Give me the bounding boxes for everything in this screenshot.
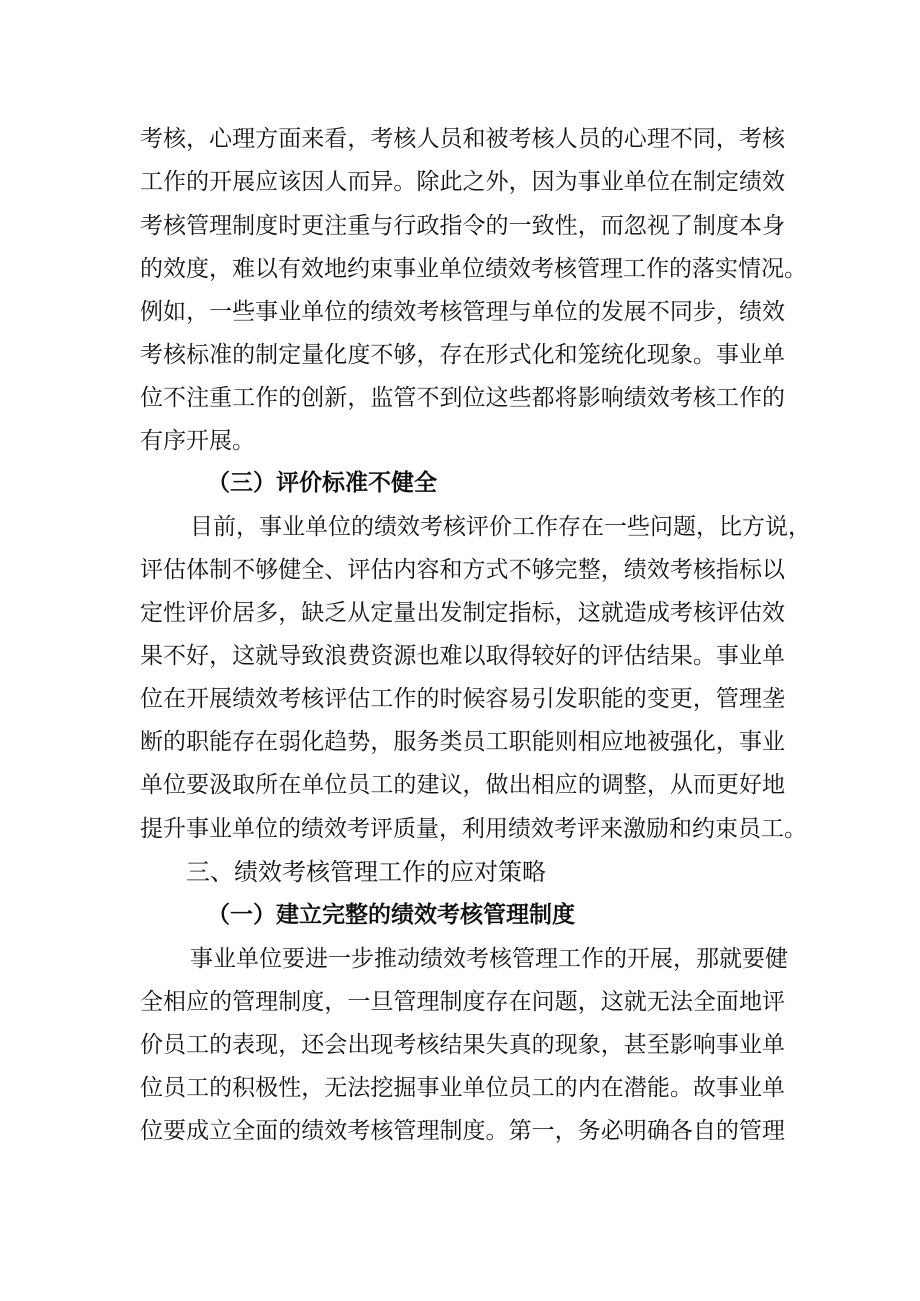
paragraph-line: 评估体制不够健全、评估内容和方式不够完整，绩效考核指标以 — [140, 557, 785, 583]
paragraph-line: 位要成立全面的绩效考核管理制度。第一，务必明确各自的管理 — [140, 1118, 785, 1144]
paragraph-line: 事业单位要进一步推动绩效考核管理工作的开展，那就要健 — [190, 946, 788, 972]
paragraph-line: 目前，事业单位的绩效考核评价工作存在一些问题，比方说， — [190, 514, 811, 540]
paragraph-line: 的效度，难以有效地约束事业单位绩效考核管理工作的落实情况。 — [140, 256, 807, 282]
paragraph-line: 例如，一些事业单位的绩效考核管理与单位的发展不同步，绩效 — [140, 299, 785, 325]
paragraph-line: 全相应的管理制度，一旦管理制度存在问题，这就无法全面地评 — [140, 989, 785, 1015]
paragraph-line: 果不好，这就导致浪费资源也难以取得较好的评估结果。事业单 — [140, 643, 785, 669]
paragraph-line: 定性评价居多，缺乏从定量出发制定指标，这就造成考核评估效 — [140, 600, 785, 626]
paragraph-line: 工作的开展应该因人而异。除此之外，因为事业单位在制定绩效 — [140, 169, 785, 195]
paragraph-line: 提升事业单位的绩效考评质量，利用绩效考评来激励和约束员工。 — [140, 816, 807, 842]
paragraph-line: 考核，心理方面来看，考核人员和被考核人员的心理不同，考核 — [140, 126, 785, 152]
paragraph-line: 单位要汲取所在单位员工的建议，做出相应的调整，从而更好地 — [140, 772, 785, 798]
paragraph-line: 价员工的表现，还会出现考核结果失真的现象，甚至影响事业单 — [140, 1032, 785, 1058]
paragraph-line: 考核标准的制定量化度不够，存在形式化和笼统化现象。事业单 — [140, 342, 785, 368]
paragraph-line: 考核管理制度时更注重与行政指令的一致性，而忽视了制度本身 — [140, 213, 785, 239]
subsection-heading-3: （三）评价标准不健全 — [207, 469, 437, 496]
section-heading: 三、绩效考核管理工作的应对策略 — [186, 858, 546, 886]
paragraph-line: 位员工的积极性，无法挖掘事业单位员工的内在潜能。故事业单 — [140, 1075, 785, 1101]
subsection-heading-1: （一）建立完整的绩效考核管理制度 — [207, 901, 575, 928]
paragraph-line: 位不注重工作的创新，监管不到位这些都将影响绩效考核工作的 — [140, 385, 785, 411]
paragraph-line: 有序开展。 — [140, 428, 255, 454]
paragraph-line: 位在开展绩效考核评估工作的时候容易引发职能的变更，管理垄 — [140, 686, 785, 712]
paragraph-line: 断的职能存在弱化趋势，服务类员工职能则相应地被强化，事业 — [140, 729, 785, 755]
